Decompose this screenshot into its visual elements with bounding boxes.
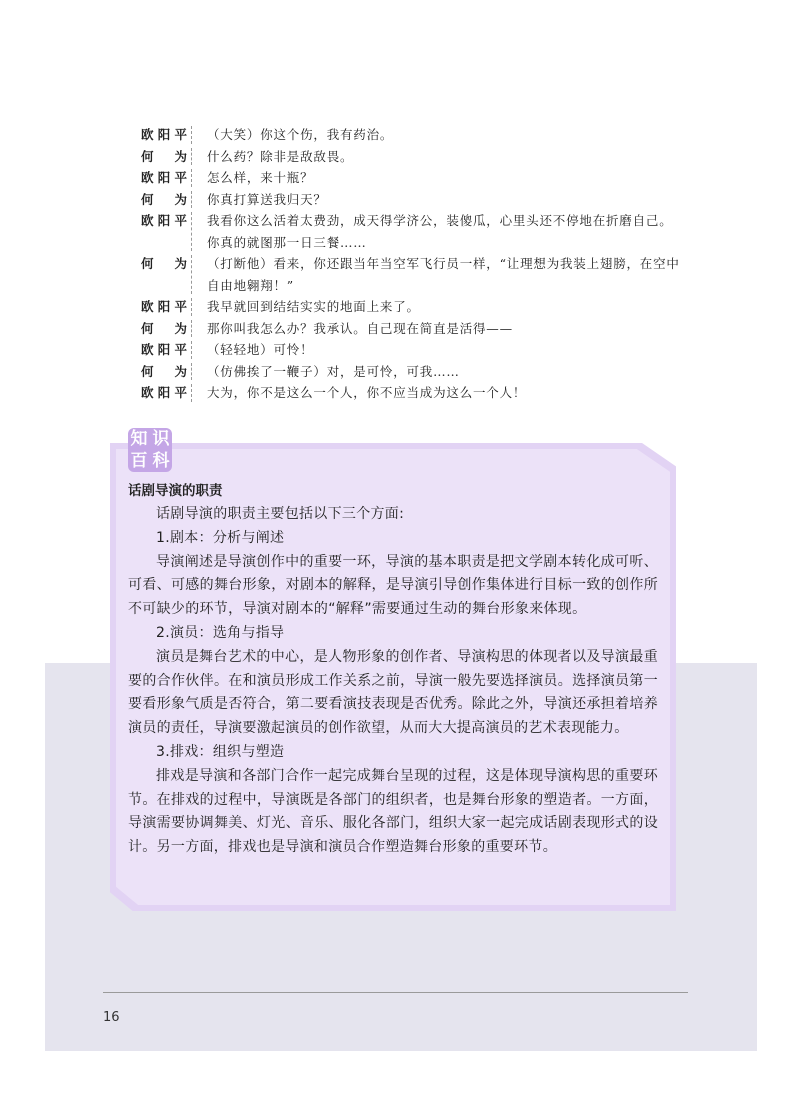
dialogue-text: 你真打算送我归天？ <box>207 191 327 207</box>
dashed-separator <box>191 148 207 166</box>
badge-char: 百 <box>130 450 148 471</box>
dialogue-line <box>141 189 681 211</box>
speaker-name: 欧阳平 <box>141 342 187 357</box>
dialogue-text: 那你叫我怎么办？我承认。自己现在简直是活得—— <box>207 320 513 336</box>
knowledge-title: 话剧导演的职责 <box>128 483 223 499</box>
knowledge-subheading: 1.剧本：分析与阐述 <box>156 529 285 546</box>
dialogue-text: （轻轻地）可怜！ <box>207 342 314 357</box>
dialogue-block <box>141 124 681 404</box>
dialogue-line <box>141 210 681 253</box>
knowledge-subheading: 3.排戏：组织与塑造 <box>156 743 285 760</box>
knowledge-content <box>128 480 658 860</box>
knowledge-subheading: 2.演员：选角与指导 <box>156 624 285 641</box>
dashed-separator <box>191 320 207 338</box>
dialogue-text: 我早就回到结结实实的地面上来了。 <box>207 299 420 314</box>
dialogue-text: 我看你这么活着太费劲，成天得学济公，装傻瓜，心里头还不停地在折磨自己。你真的就图那一日三餐…… <box>207 213 673 250</box>
speaker-name: 欧阳平 <box>141 299 187 314</box>
badge-char: 识 <box>152 428 170 449</box>
dialogue-line <box>141 146 681 168</box>
dialogue-line <box>141 318 681 340</box>
knowledge-paragraph: 排戏是导演和各部门合作一起完成舞台呈现的过程，这是体现导演构思的重要环节。在排戏的过程中，导演既是各部门的组织者，也是舞台形象的塑造者。一方面，导演需要协调舞美、灯光、音乐、服化各部门，组织大家一起完成话剧表现形式的设计。另一方面，排戏也是导演和演员合作塑造舞台形象的重要环节。 <box>128 767 658 856</box>
dashed-separator <box>191 169 207 187</box>
speaker-name: 何 为 <box>141 363 187 379</box>
badge-char: 知 <box>130 428 148 449</box>
dashed-separator <box>191 126 207 144</box>
knowledge-paragraph: 导演阐述是导演创作中的重要一环，导演的基本职责是把文学剧本转化成可听、可看、可感的舞台形象，对剧本的解释，是导演引导创作集体进行目标一致的创作所不可缺少的环节，导演对剧本的“解释”需要通过生动的舞台形象来体现。 <box>128 553 658 618</box>
dashed-separator <box>191 298 207 316</box>
dashed-separator <box>191 212 207 251</box>
speaker-name: 何 为 <box>141 191 187 207</box>
dialogue-text: 怎么样，来十瓶？ <box>207 170 314 185</box>
dialogue-text: 大为，你不是这么一个人，你不应当成为这么一个人！ <box>207 385 527 400</box>
knowledge-badge <box>128 428 172 472</box>
dialogue-text: （打断他）看来，你还跟当年当空军飞行员一样，“让理想为我装上翅膀，在空中自由地翱翔！” <box>207 256 680 293</box>
footer-rule <box>103 992 688 993</box>
dashed-separator <box>191 384 207 402</box>
dialogue-text: （大笑）你这个伤，我有药治。 <box>207 127 394 142</box>
dashed-separator <box>191 255 207 294</box>
dialogue-line <box>141 382 681 404</box>
speaker-name: 何 为 <box>141 320 187 336</box>
page-number: 16 <box>103 1010 120 1025</box>
speaker-name: 欧阳平 <box>141 170 187 185</box>
dialogue-line <box>141 253 681 296</box>
speaker-name: 欧阳平 <box>141 213 187 228</box>
dialogue-line <box>141 361 681 383</box>
dialogue-text: 什么药？除非是敌敌畏。 <box>207 148 354 164</box>
dashed-separator <box>191 341 207 359</box>
dialogue-line <box>141 339 681 361</box>
knowledge-paragraph: 话剧导演的职责主要包括以下三个方面: <box>156 506 405 522</box>
dashed-separator <box>191 363 207 381</box>
badge-char: 科 <box>152 450 170 471</box>
dialogue-line <box>141 124 681 146</box>
speaker-name: 欧阳平 <box>141 127 187 142</box>
dialogue-line <box>141 296 681 318</box>
speaker-name: 何 为 <box>141 148 187 164</box>
dashed-separator <box>191 191 207 209</box>
speaker-name: 何 为 <box>141 256 187 271</box>
dialogue-line <box>141 167 681 189</box>
dialogue-text: （仿佛挨了一鞭子）对，是可怜，可我…… <box>207 363 460 379</box>
speaker-name: 欧阳平 <box>141 385 187 400</box>
knowledge-paragraph: 演员是舞台艺术的中心，是人物形象的创作者、导演构思的体现者以及导演最重要的合作伙伴。在和演员形成工作关系之前，导演一般先要选择演员。选择演员第一要看形象气质是否符合，第二要看演技表现是否优秀。除此之外，导演还承担着培养演员的责任，导演要激起演员的创作欲望，从而大大提高演员的艺术表现能力。 <box>128 648 658 737</box>
